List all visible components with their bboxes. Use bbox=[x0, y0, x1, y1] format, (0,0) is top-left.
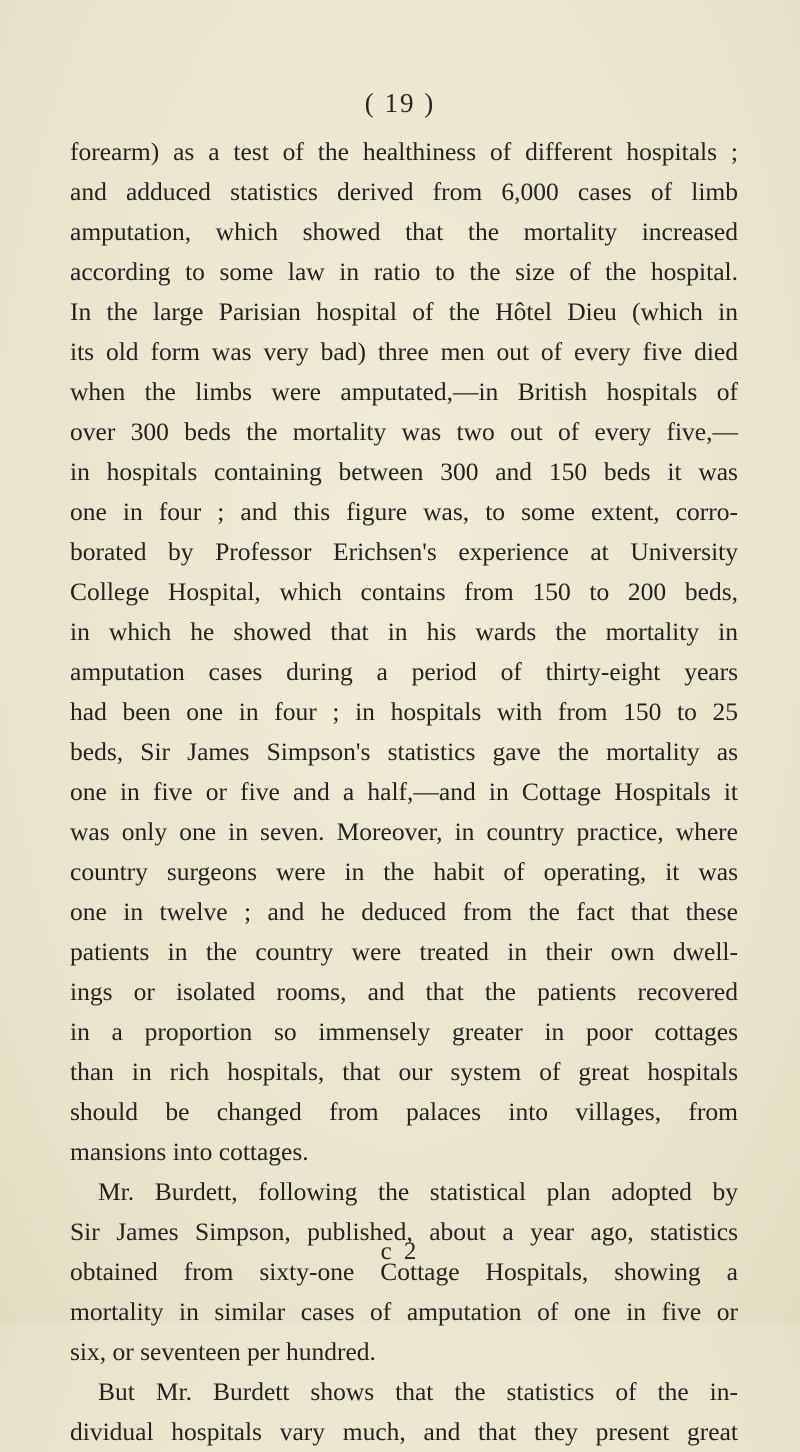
text-line: six, or seventeen per hundred. bbox=[70, 1337, 376, 1366]
text-line: dividual hospitals vary much, and that they present great bbox=[70, 1417, 738, 1446]
text-line: ings or isolated rooms, and that the patients recovered bbox=[70, 977, 738, 1006]
text-line: Sir James Simpson, published, about a year ago, statistics bbox=[70, 1217, 738, 1246]
text-line: had been one in four ; in hospitals with from 150 to 25 bbox=[70, 697, 738, 726]
paragraph-3 bbox=[70, 1372, 738, 1452]
text-line: one in twelve ; and he deduced from the fact that these bbox=[70, 897, 738, 926]
text-line: in a proportion so immensely greater in poor cottages bbox=[70, 1017, 738, 1046]
text-line: its old form was very bad) three men out of every five died bbox=[70, 337, 738, 366]
text-line: should be changed from palaces into villages, from bbox=[70, 1097, 738, 1126]
page-number: ( 19 ) bbox=[364, 88, 436, 118]
text-line: But Mr. Burdett shows that the statistics of the in- bbox=[98, 1377, 738, 1406]
text-line: beds, Sir James Simpson's statistics gave the mortality as bbox=[70, 737, 738, 766]
text-line: in hospitals containing between 300 and 150 beds it was bbox=[70, 457, 738, 486]
text-line: when the limbs were amputated,—in British hospitals of bbox=[70, 377, 738, 406]
text-line: mortality in similar cases of amputation of one in five or bbox=[70, 1297, 738, 1326]
text-line: borated by Professor Erichsen's experience at University bbox=[70, 537, 738, 566]
text-line: was only one in seven. Moreover, in country practice, where bbox=[70, 817, 738, 846]
text-line: according to some law in ratio to the size of the hospital. bbox=[70, 257, 738, 286]
text-line: Mr. Burdett, following the statistical plan adopted by bbox=[98, 1177, 738, 1206]
text-line: amputation cases during a period of thirty-eight years bbox=[70, 657, 738, 686]
signature-mark: c 2 bbox=[380, 1238, 420, 1265]
text-line: amputation, which showed that the mortality increased bbox=[70, 217, 738, 246]
paragraph-1 bbox=[70, 132, 738, 1172]
text-line: forearm) as a test of the healthiness of different hospitals ; bbox=[70, 137, 738, 166]
text-line: than in rich hospitals, that our system of great hospitals bbox=[70, 1057, 738, 1086]
text-line: In the large Parisian hospital of the Hôtel Dieu (which in bbox=[70, 297, 738, 326]
text-line: mansions into cottages. bbox=[70, 1137, 309, 1166]
text-line: country surgeons were in the habit of operating, it was bbox=[70, 857, 738, 886]
text-line: obtained from sixty-one Cottage Hospitals, showing a bbox=[70, 1257, 738, 1286]
text-line: and adduced statistics derived from 6,000 cases of limb bbox=[70, 177, 738, 206]
text-line: one in four ; and this figure was, to some extent, corro- bbox=[70, 497, 738, 526]
text-line: over 300 beds the mortality was two out of every five,— bbox=[70, 417, 738, 446]
text-line: one in five or five and a half,—and in Cottage Hospitals it bbox=[70, 777, 738, 806]
paragraph-2 bbox=[70, 1172, 738, 1372]
text-line: College Hospital, which contains from 150 to 200 beds, bbox=[70, 577, 738, 606]
text-line: patients in the country were treated in their own dwell- bbox=[70, 937, 738, 966]
text-line: in which he showed that in his wards the mortality in bbox=[70, 617, 738, 646]
